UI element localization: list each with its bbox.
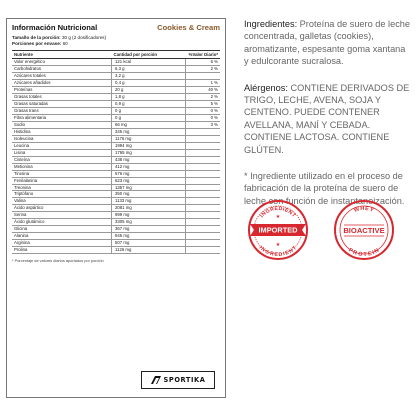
nutrient-name: Leucina bbox=[12, 142, 112, 149]
table-row bbox=[12, 115, 220, 122]
nutrient-daily-value bbox=[186, 128, 221, 135]
nutrient-daily-value: 5 % bbox=[186, 101, 221, 108]
nutrient-amount: 0,4 g bbox=[112, 80, 186, 87]
nutrient-daily-value bbox=[186, 142, 221, 149]
servings-value: 60 bbox=[62, 41, 68, 46]
brand-logo bbox=[141, 371, 215, 389]
allergens-label: Alérgenos: bbox=[244, 82, 288, 93]
nutrient-amount: 438 mg bbox=[112, 156, 186, 163]
nutrient-name: Azúcares añadidos bbox=[12, 80, 112, 87]
nutrient-amount: 999 mg bbox=[112, 212, 186, 219]
nutrient-amount: 20 g bbox=[112, 87, 186, 94]
nutrient-name: Azúcares totales bbox=[12, 73, 112, 80]
table-row bbox=[12, 163, 220, 170]
allergens-text: CONTIENE DERIVADOS DE TRIGO, LECHE, AVENA, SOJA Y CENTENO. PUEDE CONTENER AVELLANA, MANÍ Y CEBADA. CONTIENE LACTOSA. CONTIENE GLÚTEN. bbox=[244, 82, 410, 155]
nutrient-amount: 412 mg bbox=[112, 163, 186, 170]
nutrient-daily-value bbox=[186, 184, 221, 191]
nutrient-name: Sodio bbox=[12, 121, 112, 128]
nutrient-amount: 346 mg bbox=[112, 128, 186, 135]
nutrient-amount: 507 mg bbox=[112, 240, 186, 247]
column-header-nutrient: Nutriente bbox=[12, 51, 112, 59]
daily-value-footnote: * Porcentaje de valores diarios aportados por porción bbox=[12, 258, 104, 264]
bioactive-badge bbox=[332, 198, 396, 262]
nutrition-label bbox=[6, 18, 226, 398]
nutrient-name: Valor energético bbox=[12, 59, 112, 66]
serving-info bbox=[12, 35, 220, 47]
imported-seal-icon bbox=[246, 198, 310, 262]
nutrient-amount: 3305 mg bbox=[112, 219, 186, 226]
imported-center-text: IMPORTED bbox=[258, 225, 298, 235]
nutrient-daily-value bbox=[186, 73, 221, 80]
serving-size-value: 30 g (2 dosificadores) bbox=[61, 35, 107, 40]
nutrient-daily-value: 0 % bbox=[186, 108, 221, 115]
imported-top-text: INGREDIENT bbox=[259, 205, 297, 220]
table-row bbox=[12, 101, 220, 108]
column-header-amount: Cantidad por porción bbox=[112, 51, 186, 59]
table-row bbox=[12, 149, 220, 156]
nutrient-name: Prolina bbox=[12, 247, 112, 254]
nutrient-daily-value: 2 % bbox=[186, 66, 221, 73]
table-row bbox=[12, 66, 220, 73]
table-row bbox=[12, 87, 220, 94]
nutrient-daily-value bbox=[186, 226, 221, 233]
svg-text:★: ★ bbox=[275, 214, 281, 220]
nutrient-amount: 576 mg bbox=[112, 170, 186, 177]
nutrient-name: Arginina bbox=[12, 240, 112, 247]
servings-label: Porciones por envase: bbox=[12, 41, 62, 46]
table-row bbox=[12, 170, 220, 177]
table-row bbox=[12, 108, 220, 115]
nutrient-amount: 946 mg bbox=[112, 233, 186, 240]
nutrient-name: Grasas saturadas bbox=[12, 101, 112, 108]
bioactive-seal-icon bbox=[332, 198, 396, 262]
nutrient-name: Glicina bbox=[12, 226, 112, 233]
table-row bbox=[12, 177, 220, 184]
nutrient-name: Tirosina bbox=[12, 170, 112, 177]
nutrient-amount: 2081 mg bbox=[112, 205, 186, 212]
nutrient-daily-value bbox=[186, 163, 221, 170]
table-row bbox=[12, 212, 220, 219]
nutrient-amount: 367 mg bbox=[112, 226, 186, 233]
nutrient-name: Fibra alimentaria bbox=[12, 115, 112, 122]
table-row bbox=[12, 240, 220, 247]
nutrient-amount: 3,2 g bbox=[112, 73, 186, 80]
nutrition-table-body bbox=[12, 59, 220, 254]
table-row bbox=[12, 233, 220, 240]
nutrient-daily-value bbox=[186, 177, 221, 184]
flavor-name: Cookies & Cream bbox=[157, 23, 220, 32]
bioactive-center-text: BIOACTIVE bbox=[343, 226, 385, 235]
label-header bbox=[12, 23, 220, 32]
nutrient-daily-value bbox=[186, 170, 221, 177]
nutrient-amount: 350 mg bbox=[112, 191, 186, 198]
nutrient-daily-value bbox=[186, 240, 221, 247]
bioactive-top-text: WHEY bbox=[353, 205, 375, 215]
bioactive-bottom-text: PROTEIN bbox=[347, 247, 381, 259]
nutrient-name: Ácido glutámico bbox=[12, 219, 112, 226]
imported-badge bbox=[246, 198, 310, 262]
nutrient-amount: 1176 mg bbox=[112, 135, 186, 142]
nutrient-daily-value bbox=[186, 198, 221, 205]
badges bbox=[246, 198, 416, 278]
table-row bbox=[12, 135, 220, 142]
nutrient-daily-value bbox=[186, 156, 221, 163]
nutrient-name: Histidina bbox=[12, 128, 112, 135]
label-title: Información Nutricional bbox=[12, 23, 98, 32]
table-row bbox=[12, 219, 220, 226]
nutrient-amount: 623 mg bbox=[112, 177, 186, 184]
nutrient-amount: 0 g bbox=[112, 115, 186, 122]
column-header-daily-value: %Valor Diario* bbox=[186, 51, 221, 59]
sportika-logo-icon bbox=[151, 376, 161, 384]
nutrient-name: Serina bbox=[12, 212, 112, 219]
nutrient-name: Cisteína bbox=[12, 156, 112, 163]
table-row bbox=[12, 205, 220, 212]
table-row bbox=[12, 247, 220, 254]
table-row bbox=[12, 94, 220, 101]
table-row bbox=[12, 198, 220, 205]
nutrient-name: Grasas totales bbox=[12, 94, 112, 101]
ingredient-note: * Ingrediente utilizado en el proceso de fabricación de la proteína de suero de leche con función de instantaneización. bbox=[244, 171, 405, 206]
nutrient-name: Proteínas bbox=[12, 87, 112, 94]
nutrient-daily-value bbox=[186, 247, 221, 254]
table-row bbox=[12, 156, 220, 163]
nutrient-daily-value bbox=[186, 191, 221, 198]
nutrient-daily-value: 1 % bbox=[186, 80, 221, 87]
nutrient-name: Ácido aspártico bbox=[12, 205, 112, 212]
nutrient-daily-value: 40 % bbox=[186, 87, 221, 94]
nutrient-daily-value: 6 % bbox=[186, 59, 221, 66]
nutrient-name: Metionina bbox=[12, 163, 112, 170]
nutrient-amount: 1994 mg bbox=[112, 142, 186, 149]
nutrient-daily-value: 3 % bbox=[186, 121, 221, 128]
nutrient-amount: 121 kcal bbox=[112, 59, 186, 66]
nutrient-amount: 1126 mg bbox=[112, 247, 186, 254]
table-row bbox=[12, 191, 220, 198]
nutrient-name: Treonina bbox=[12, 184, 112, 191]
brand-name: SPORTIKA bbox=[163, 376, 206, 384]
ingredients-paragraph bbox=[244, 18, 410, 68]
nutrient-name: Carbohidratos bbox=[12, 66, 112, 73]
nutrient-name: Fenilalanina bbox=[12, 177, 112, 184]
table-row bbox=[12, 142, 220, 149]
table-row bbox=[12, 59, 220, 66]
svg-text:★: ★ bbox=[275, 242, 281, 248]
nutrient-name: Isoleucina bbox=[12, 135, 112, 142]
nutrient-name: Triptófano bbox=[12, 191, 112, 198]
table-row bbox=[12, 73, 220, 80]
nutrient-daily-value bbox=[186, 205, 221, 212]
nutrition-table bbox=[12, 50, 220, 254]
nutrient-amount: 66 mg bbox=[112, 121, 186, 128]
nutrient-amount: 1765 mg bbox=[112, 149, 186, 156]
serving-size-label: Tamaño de la porción: bbox=[12, 35, 61, 40]
table-header-row bbox=[12, 51, 220, 59]
ingredients-text: Proteína de suero de leche concentrada, galletas (cookies), aromatizante, espesante goma xantana y edulcorante sucralosa. bbox=[244, 19, 411, 67]
table-row bbox=[12, 184, 220, 191]
servings-per-container bbox=[12, 41, 220, 47]
table-row bbox=[12, 121, 220, 128]
nutrient-amount: 1,8 g bbox=[112, 94, 186, 101]
table-row bbox=[12, 128, 220, 135]
nutrient-daily-value bbox=[186, 149, 221, 156]
allergens-paragraph bbox=[244, 82, 410, 156]
nutrient-daily-value: 0 % bbox=[186, 115, 221, 122]
nutrient-name: Lisina bbox=[12, 149, 112, 156]
table-row bbox=[12, 80, 220, 87]
nutrient-amount: 6,3 g bbox=[112, 66, 186, 73]
nutrient-daily-value bbox=[186, 135, 221, 142]
nutrient-amount: 1133 mg bbox=[112, 198, 186, 205]
nutrient-daily-value: 2 % bbox=[186, 94, 221, 101]
product-info bbox=[244, 18, 410, 221]
nutrient-amount: 0 g bbox=[112, 108, 186, 115]
table-row bbox=[12, 226, 220, 233]
ingredients-label: Ingredientes: bbox=[244, 19, 298, 29]
nutrient-daily-value bbox=[186, 212, 221, 219]
imported-bottom-text: INGREDIENT bbox=[257, 244, 299, 259]
nutrient-amount: 1357 mg bbox=[112, 184, 186, 191]
nutrient-amount: 0,9 g bbox=[112, 101, 186, 108]
nutrient-daily-value bbox=[186, 233, 221, 240]
nutrient-daily-value bbox=[186, 219, 221, 226]
nutrient-name: Valina bbox=[12, 198, 112, 205]
nutrient-name: Grasas trans bbox=[12, 108, 112, 115]
nutrient-name: Alanina bbox=[12, 233, 112, 240]
